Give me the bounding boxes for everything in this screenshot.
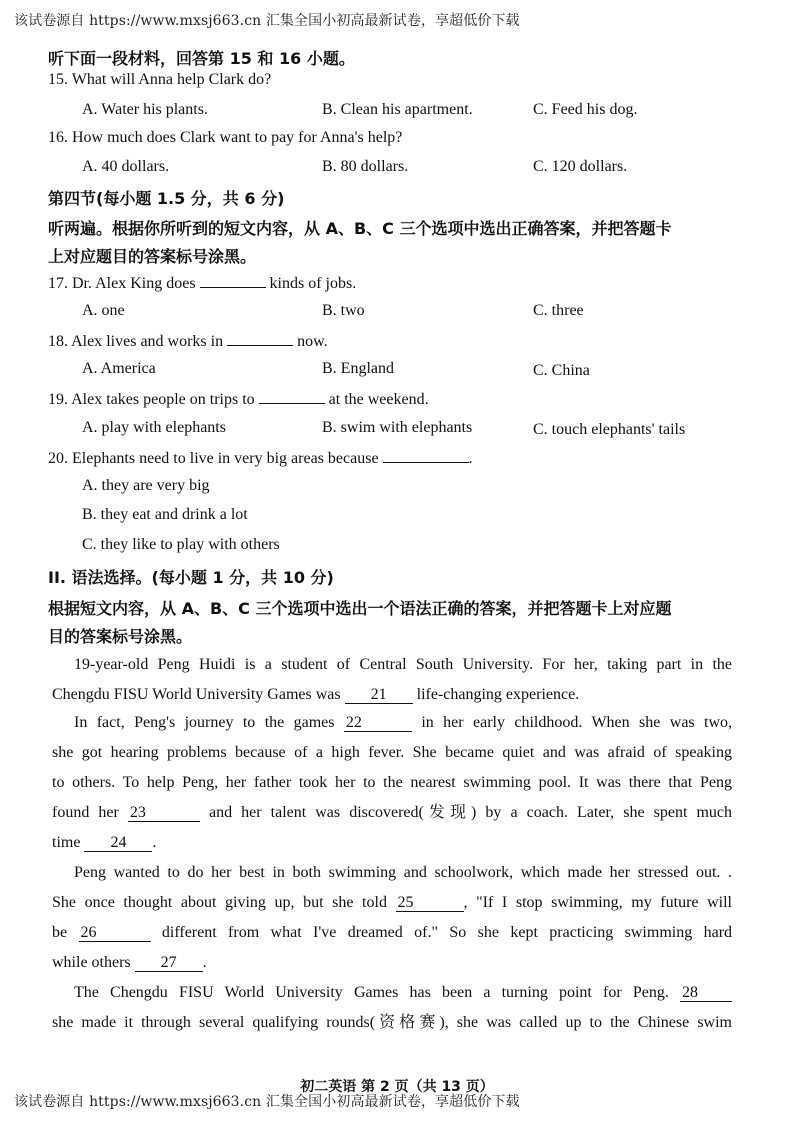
q18-stem <box>48 331 328 351</box>
p4-line1-pre: The Chengdu FISU World University Games has been a turning point for Peng. <box>74 984 669 1001</box>
banner-suffix: 汇集全国小初高最新试卷，享超低价下载 <box>265 13 520 29</box>
p3-line4-pre: while others <box>52 954 131 971</box>
q15-option-c: C. Feed his dog. <box>533 101 638 118</box>
top-source-banner <box>14 10 520 30</box>
q20-stem <box>48 448 473 468</box>
q19-stem <box>48 389 429 409</box>
p3-line4-post: . <box>202 954 207 971</box>
q16-stem: 16. How much does Clark want to pay for Anna's help? <box>48 129 403 146</box>
q15-stem: 15. What will Anna help Clark do? <box>48 71 272 88</box>
q18-answer-blank[interactable] <box>227 331 293 346</box>
p2-line1-pre: In fact, Peng's journey to the games <box>74 714 335 731</box>
p2-line4 <box>52 798 732 828</box>
q15-option-a: A. Water his plants. <box>82 101 208 118</box>
q19-option-b: B. swim with elephants <box>322 419 473 436</box>
p3-line2-pre: She once thought about giving up, but she told <box>52 894 387 911</box>
passage-paragraph-3 <box>52 858 732 978</box>
p3-line3-post: different from what I've dreamed of." So she kept practicing swimming hard <box>161 924 733 941</box>
p2-line4-post: and her talent was discovered(发现) by a coach. Later, she spent much <box>208 804 733 821</box>
p2-line1-post: in her early childhood. When she was two, <box>421 714 733 731</box>
page-footer: 初二英语 第 2 页（共 13 页） <box>300 1079 494 1095</box>
p3-line3 <box>52 918 732 948</box>
q15-option-b: B. Clean his apartment. <box>322 101 473 118</box>
blank-27[interactable]: 27 <box>135 955 203 972</box>
q16-option-a: A. 40 dollars. <box>82 158 170 175</box>
banner-suffix: 汇集全国小初高最新试卷，享超低价下载 <box>265 1094 520 1110</box>
p2-line5 <box>52 828 732 858</box>
passage-paragraph-2 <box>52 708 732 858</box>
q19-stem-post: at the weekend. <box>328 391 429 408</box>
grammar-instruction-line1: 根据短文内容，从 A、B、C 三个选项中选出一个语法正确的答案，并把答题卡上对应题 <box>48 599 672 618</box>
passage-paragraph-4 <box>52 978 732 1038</box>
q16-option-b: B. 80 dollars. <box>322 158 409 175</box>
q17-stem <box>48 273 356 293</box>
q20-option-b: B. they eat and drink a lot <box>82 506 248 523</box>
q18-stem-post: now. <box>297 333 328 350</box>
q20-answer-blank[interactable] <box>383 448 469 463</box>
p3-line3-pre: be <box>52 924 68 941</box>
blank-24[interactable]: 24 <box>84 835 152 852</box>
q17-option-c: C. three <box>533 302 584 319</box>
p2-line1 <box>52 708 732 738</box>
q18-option-a: A. America <box>82 360 156 377</box>
section4-instruction-line1: 听两遍。根据你所听到的短文内容，从 A、B、C 三个选项中选出正确答案，并把答题卡 <box>48 219 672 238</box>
p3-line4 <box>52 948 732 978</box>
p3-line2-post: , "If I stop swimming, my future will <box>463 894 732 911</box>
p2-line3: to others. To help Peng, her father took her to the nearest swimming pool. It was there that Peng <box>52 774 732 791</box>
q20-option-c: C. they like to play with others <box>82 536 280 553</box>
blank-28[interactable]: 28 <box>680 985 732 1002</box>
blank-23[interactable]: 23 <box>128 805 200 822</box>
p3-line2 <box>52 888 732 918</box>
p1-line1: 19-year-old Peng Huidi is a student of Central South University. For her, taking part in the <box>74 656 732 673</box>
q17-option-b: B. two <box>322 302 365 319</box>
grammar-instruction-line2: 目的答案标号涂黑。 <box>48 627 193 646</box>
banner-url[interactable]: https://www.mxsj663.cn <box>89 13 262 29</box>
passage-paragraph-1 <box>52 650 732 710</box>
p2-line5-post: . <box>152 834 157 851</box>
banner-prefix: 该试卷源自 <box>14 13 85 29</box>
q20-stem-pre: 20. Elephants need to live in very big areas because <box>48 450 379 467</box>
bottom-source-banner <box>14 1091 520 1111</box>
q16-option-c: C. 120 dollars. <box>533 158 628 175</box>
banner-url[interactable]: https://www.mxsj663.cn <box>89 1094 262 1110</box>
p3-line1: Peng wanted to do her best in both swimming and schoolwork, which made her stressed out. . <box>74 864 732 881</box>
q20-stem-post: . <box>468 450 473 467</box>
q17-option-a: A. one <box>82 302 125 319</box>
p1-line2 <box>52 680 732 710</box>
p2-line2: she got hearing problems because of a high fever. She became quiet and was afraid of speaking <box>52 744 732 761</box>
q18-stem-pre: 18. Alex lives and works in <box>48 333 224 350</box>
q17-stem-post: kinds of jobs. <box>269 275 357 292</box>
p1-line2-pre: Chengdu FISU World University Games was <box>52 686 341 703</box>
blank-22[interactable]: 22 <box>344 715 412 732</box>
q20-option-a: A. they are very big <box>82 477 210 494</box>
section4-title: 第四节(每小题 1.5 分，共 6 分) <box>48 189 285 208</box>
p4-line2: she made it through several qualifying rounds(资格赛), she was called up to the Chinese swim <box>52 1014 732 1031</box>
q17-answer-blank[interactable] <box>200 273 266 288</box>
q19-answer-blank[interactable] <box>259 389 325 404</box>
q18-option-b: B. England <box>322 360 394 377</box>
blank-26[interactable]: 26 <box>79 925 151 942</box>
banner-prefix: 该试卷源自 <box>14 1094 85 1110</box>
grammar-section-title: II. 语法选择。(每小题 1 分，共 10 分) <box>48 568 334 587</box>
p2-line5-pre: time <box>52 834 81 851</box>
q18-option-c: C. China <box>533 362 590 379</box>
q19-stem-pre: 19. Alex takes people on trips to <box>48 391 255 408</box>
blank-25[interactable]: 25 <box>396 895 464 912</box>
p4-line1 <box>52 978 732 1008</box>
intro-15-16: 听下面一段材料，回答第 15 和 16 小题。 <box>48 49 355 68</box>
p2-line4-pre: found her <box>52 804 119 821</box>
q19-option-a: A. play with elephants <box>82 419 226 436</box>
q19-option-c: C. touch elephants' tails <box>533 421 686 438</box>
section4-instruction-line2: 上对应题目的答案标号涂黑。 <box>48 247 257 266</box>
p1-line2-post: life-changing experience. <box>416 686 580 703</box>
blank-21[interactable]: 21 <box>345 687 413 704</box>
q17-stem-pre: 17. Dr. Alex King does <box>48 275 196 292</box>
